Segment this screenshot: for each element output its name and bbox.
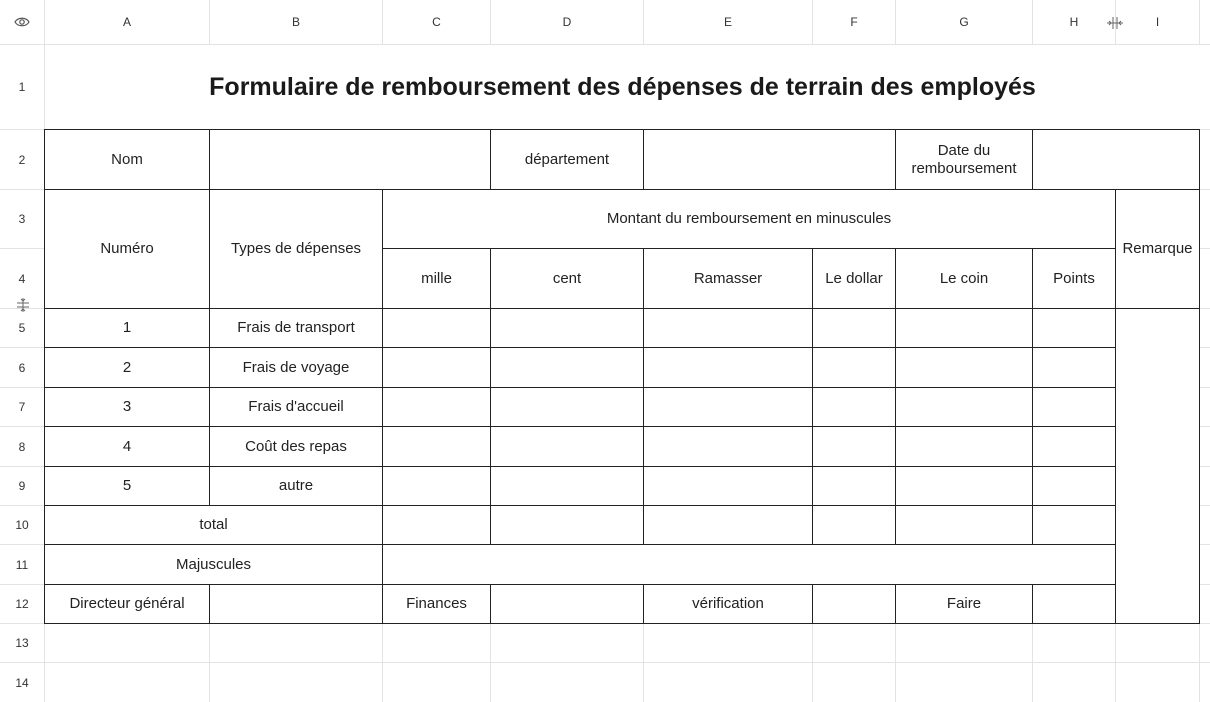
column-header-a[interactable]: A <box>122 15 131 29</box>
unit-header-points[interactable]: Points <box>1033 249 1116 309</box>
maker-label[interactable]: Faire <box>896 585 1033 624</box>
amount-cell[interactable] <box>813 388 896 427</box>
unit-header-coin[interactable]: Le coin <box>896 249 1033 309</box>
row-header-2[interactable]: 2 <box>18 152 26 167</box>
column-header-h[interactable]: H <box>1069 15 1079 29</box>
amount-cell[interactable] <box>644 388 813 427</box>
amount-cell[interactable] <box>896 427 1033 467</box>
row-header-3[interactable]: 3 <box>18 212 26 226</box>
amount-cell[interactable] <box>1033 309 1116 348</box>
amount-cell[interactable] <box>383 309 491 348</box>
unit-header-mille[interactable]: mille <box>383 249 491 309</box>
verification-label[interactable]: vérification <box>644 585 813 624</box>
total-cell[interactable] <box>1033 506 1116 545</box>
amount-cell[interactable] <box>491 388 644 427</box>
column-header-e[interactable]: E <box>723 15 732 29</box>
amount-cell[interactable] <box>1033 467 1116 506</box>
amount-cell[interactable] <box>813 467 896 506</box>
column-header-c[interactable]: C <box>432 15 441 29</box>
total-cell[interactable] <box>383 506 491 545</box>
eye-icon[interactable] <box>0 0 44 44</box>
row-header-7[interactable]: 7 <box>18 400 26 414</box>
director-label[interactable]: Directeur général <box>44 585 210 624</box>
row-header-12[interactable]: 12 <box>15 597 29 611</box>
remark-header[interactable]: Remarque <box>1116 190 1200 309</box>
column-header-f[interactable]: F <box>850 15 858 29</box>
amount-cell[interactable] <box>896 388 1033 427</box>
amount-cell[interactable] <box>383 388 491 427</box>
row-header-14[interactable]: 14 <box>15 675 29 690</box>
row-header-6[interactable]: 6 <box>18 360 26 375</box>
item-number[interactable]: 4 <box>44 427 210 467</box>
amount-cell[interactable] <box>491 348 644 388</box>
director-signature-cell[interactable] <box>210 585 383 624</box>
maker-signature-cell[interactable] <box>1033 585 1116 624</box>
amount-cell[interactable] <box>491 309 644 348</box>
amount-cell[interactable] <box>1033 427 1116 467</box>
number-header[interactable]: Numéro <box>44 190 210 309</box>
uppercase-amount-cell[interactable] <box>383 545 1116 585</box>
amount-cell[interactable] <box>1033 388 1116 427</box>
item-type[interactable]: Frais de voyage <box>210 348 383 388</box>
amount-cell[interactable] <box>491 467 644 506</box>
unit-header-ramasser[interactable]: Ramasser <box>644 249 813 309</box>
row-header-8[interactable]: 8 <box>18 439 26 454</box>
column-header-d[interactable]: D <box>562 15 572 29</box>
item-number[interactable]: 3 <box>44 388 210 427</box>
gridline <box>0 662 1210 663</box>
amount-cell[interactable] <box>383 467 491 506</box>
item-number[interactable]: 1 <box>44 309 210 348</box>
name-label[interactable]: Nom <box>44 129 210 190</box>
finance-label[interactable]: Finances <box>383 585 491 624</box>
column-header-i[interactable]: I <box>1155 15 1160 29</box>
item-type[interactable]: Frais d'accueil <box>210 388 383 427</box>
row-header-1[interactable]: 1 <box>18 80 26 94</box>
amount-cell[interactable] <box>896 348 1033 388</box>
amount-cell[interactable] <box>644 348 813 388</box>
item-number[interactable]: 5 <box>44 467 210 506</box>
date-label[interactable]: Date du remboursement <box>896 129 1033 190</box>
row-header-4[interactable]: 4 <box>18 271 26 286</box>
item-type[interactable]: Frais de transport <box>210 309 383 348</box>
date-value-cell[interactable] <box>1033 129 1200 190</box>
amount-cell[interactable] <box>644 309 813 348</box>
column-resize-icon[interactable] <box>1106 15 1124 34</box>
amount-cell[interactable] <box>491 427 644 467</box>
department-label[interactable]: département <box>491 129 644 190</box>
total-cell[interactable] <box>896 506 1033 545</box>
column-header-b[interactable]: B <box>291 15 300 29</box>
row-resize-icon[interactable] <box>15 297 31 316</box>
row-header-10[interactable]: 10 <box>15 518 29 532</box>
item-type[interactable]: autre <box>210 467 383 506</box>
amount-cell[interactable] <box>1033 348 1116 388</box>
uppercase-label[interactable]: Majuscules <box>44 545 383 585</box>
total-cell[interactable] <box>813 506 896 545</box>
amount-cell[interactable] <box>896 309 1033 348</box>
row-header-5[interactable]: 5 <box>18 321 26 335</box>
amount-cell[interactable] <box>813 427 896 467</box>
total-cell[interactable] <box>644 506 813 545</box>
amount-cell[interactable] <box>383 427 491 467</box>
unit-header-dollar[interactable]: Le dollar <box>813 249 896 309</box>
column-header-g[interactable]: G <box>959 15 969 29</box>
unit-header-cent[interactable]: cent <box>491 249 644 309</box>
row-header-11[interactable]: 11 <box>15 557 29 572</box>
row-header-13[interactable]: 13 <box>15 636 29 650</box>
amount-header[interactable]: Montant du remboursement en minuscules <box>383 190 1116 249</box>
name-value-cell[interactable] <box>210 129 491 190</box>
amount-cell[interactable] <box>813 309 896 348</box>
department-value-cell[interactable] <box>644 129 896 190</box>
row-header-9[interactable]: 9 <box>18 479 26 493</box>
amount-cell[interactable] <box>383 348 491 388</box>
amount-cell[interactable] <box>813 348 896 388</box>
amount-cell[interactable] <box>644 467 813 506</box>
remark-cell[interactable] <box>1116 309 1200 624</box>
amount-cell[interactable] <box>644 427 813 467</box>
amount-cell[interactable] <box>896 467 1033 506</box>
types-header[interactable]: Types de dépenses <box>210 190 383 309</box>
verification-signature-cell[interactable] <box>813 585 896 624</box>
finance-signature-cell[interactable] <box>491 585 644 624</box>
item-number[interactable]: 2 <box>44 348 210 388</box>
item-type[interactable]: Coût des repas <box>210 427 383 467</box>
total-cell[interactable] <box>491 506 644 545</box>
total-label[interactable]: total <box>44 506 383 545</box>
form-title[interactable]: Formulaire de remboursement des dépenses de terrain des employés <box>45 45 1200 129</box>
